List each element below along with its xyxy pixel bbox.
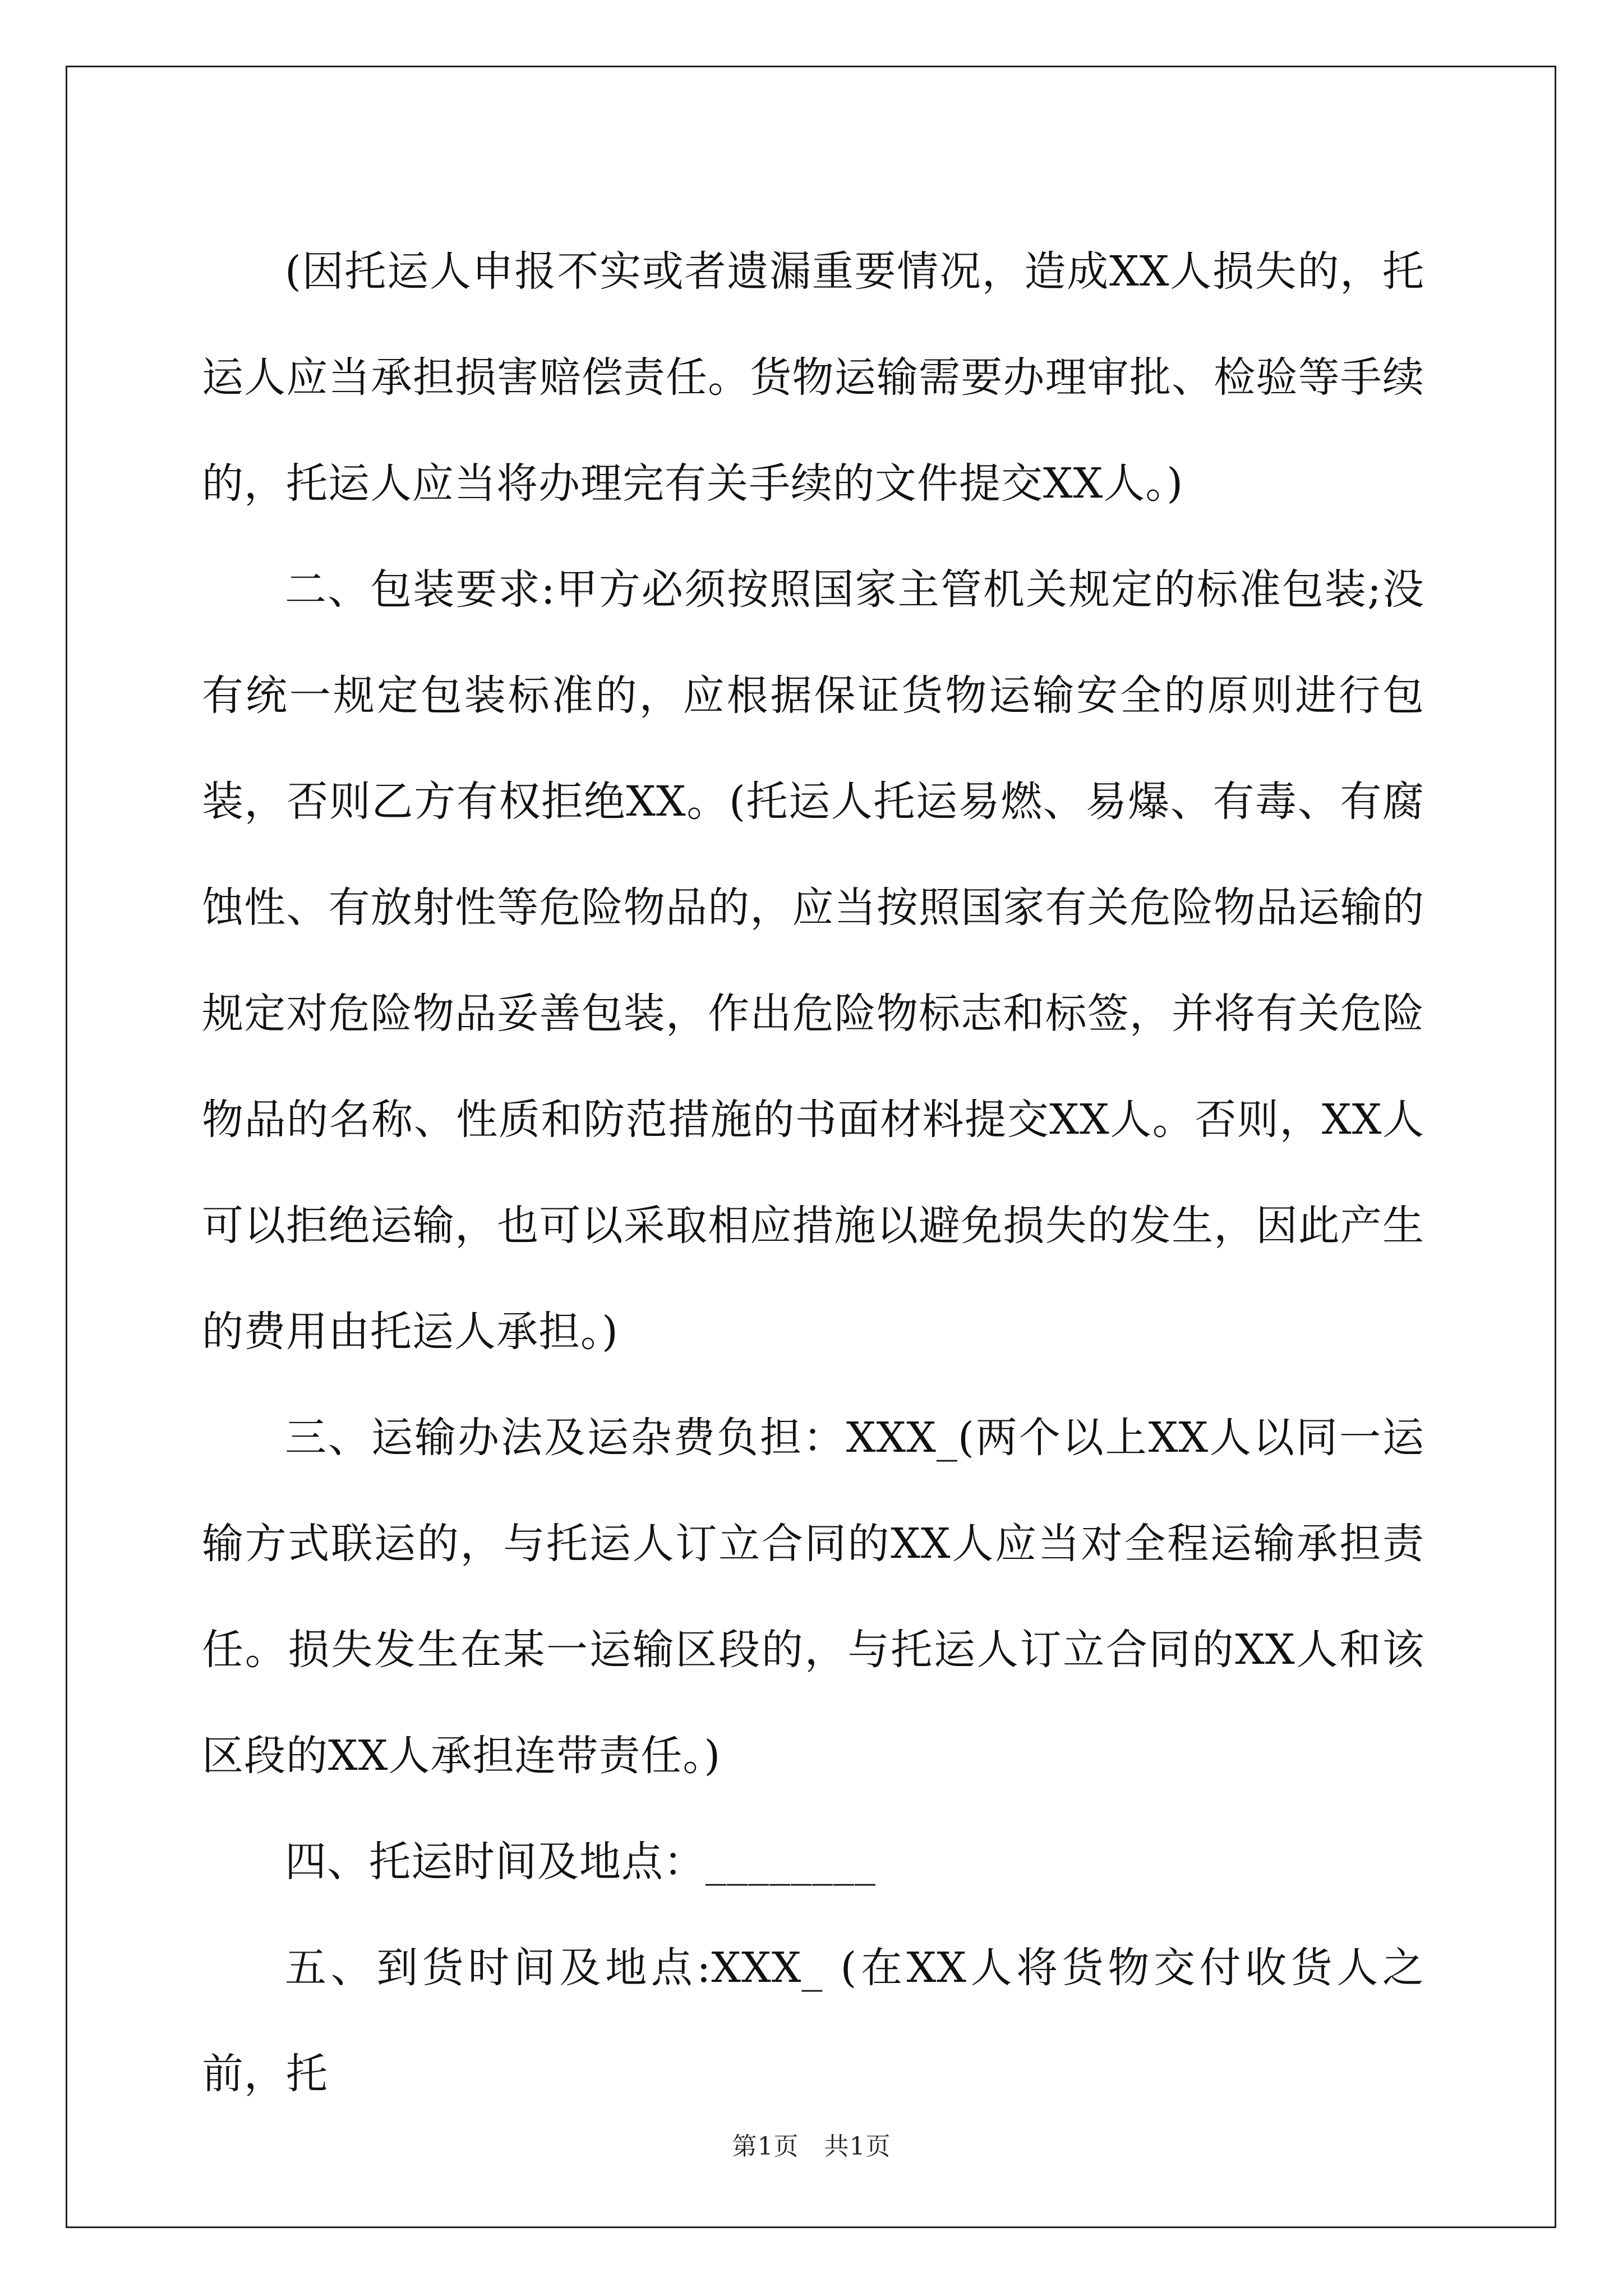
page-footer: 第1页 共1页 [732, 2132, 891, 2161]
paragraph-packaging-requirements: 二、包装要求:甲方必须按照国家主管机关规定的标准包装;没有统一规定包装标准的，应根据保证货物运输安全的原则进行包装，否则乙方有权拒绝XX。(托运人托运易燃、易爆、有毒、有腐蚀性、有放射性等危险物品的，应当按照国家有关危险物品运输的规定对危险物品妥善包装，作出危险物标志和标签，并将有关危险物品的名称、性质和防范措施的书面材料提交XX人。否则，XX人可以拒绝运输，也可以采取相应措施以避免损失的发生，因此产生的费用由托运人承担。) [202, 565, 1424, 1356]
document-body [202, 219, 1424, 2127]
paragraph-arrival-time-place: 五、到货时间及地点:XXX_ (在XX人将货物交付收货人之前，托 [202, 1944, 1424, 2098]
paragraph-transport-method: 三、运输办法及运杂费负担：XXX_(两个以上XX人以同一运输方式联运的，与托运人订立合同的XX人应当对全程运输承担责任。损失发生在某一运输区段的，与托运人订立合同的XX人和该区段的XX人承担连带责任。) [202, 1414, 1424, 1780]
paragraph-shipping-time-place: 四、托运时间及地点：________ [285, 1838, 876, 1886]
paragraph-shipper-liability: (因托运人申报不实或者遗漏重要情况，造成XX人损失的，托运人应当承担损害赔偿责任。货物运输需要办理审批、检验等手续的，托运人应当将办理完有关手续的文件提交XX人。) [202, 247, 1424, 508]
